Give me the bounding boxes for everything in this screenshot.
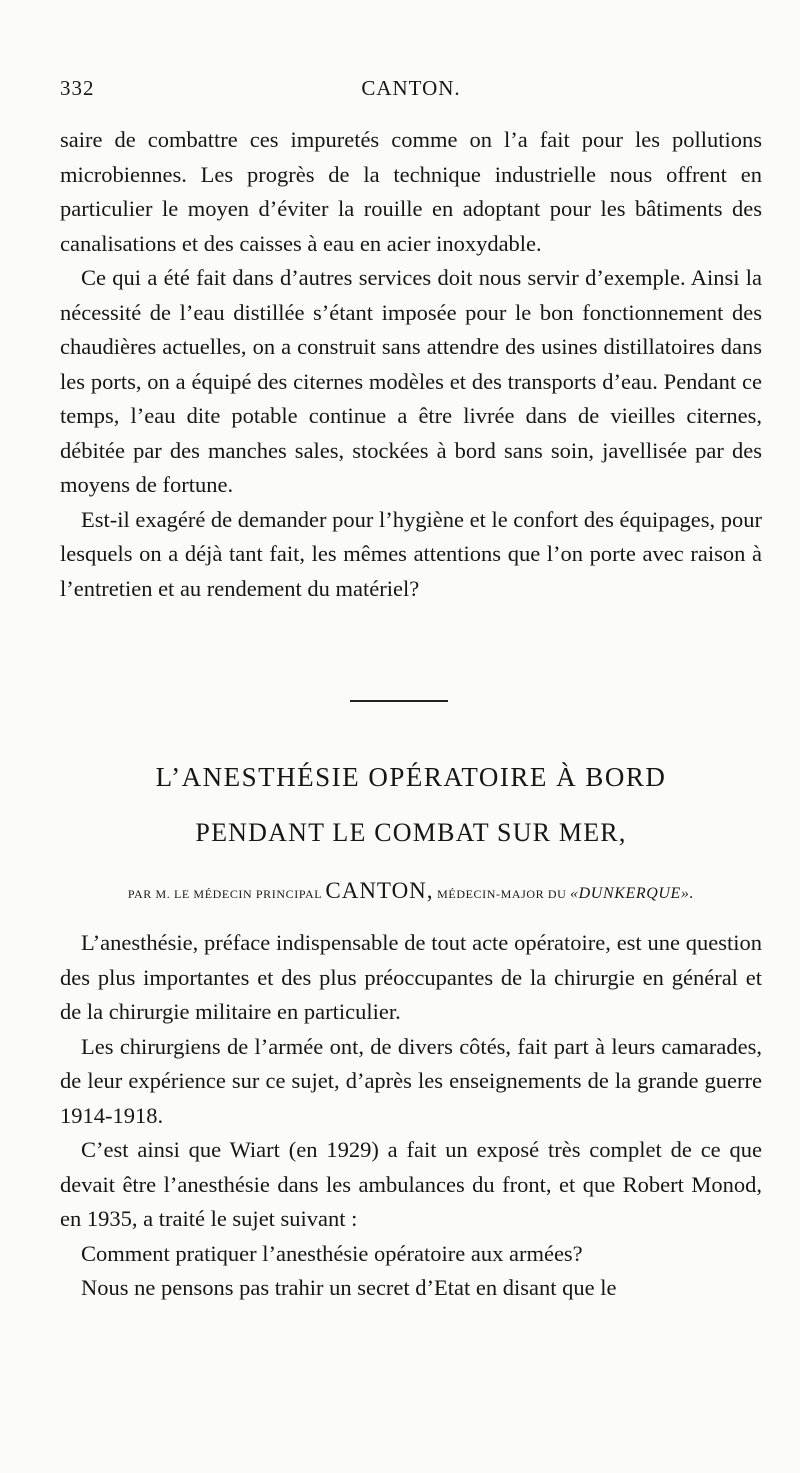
section-divider [350, 700, 448, 702]
author-byline [60, 878, 762, 904]
article-subtitle: PENDANT LE COMBAT SUR MER, [195, 818, 627, 847]
author-role: MÉDECIN-MAJOR DU [437, 887, 567, 901]
body-paragraph: Comment pratiquer l’anesthésie opératoire aux armées? [81, 1240, 583, 1266]
body-paragraph: Ce qui a été fait dans d’autres services doit nous servir d’exemple. Ainsi la nécessité de l’eau distillée s’étant imposée pour le bon fonctionnement des chaudières actuelles, on a construit sans attendre des usines distillatoires dans les ports, on a équipé des citernes modèles et des transports d’eau. Pendant ce temps, l’eau dite potable continue a être livrée dans de vieilles citernes, débitée par des manches sales, stockées à bord sans soin, javellisée par des moyens de fortune. [60, 265, 762, 497]
previous-article-end [60, 123, 762, 606]
article-title: L’ANESTHÉSIE OPÉRATOIRE À BORD [155, 762, 667, 792]
body-paragraph: saire de combattre ces impuretés comme on l’a fait pour les pollutions microbiennes. Les progrès de la technique industrielle nous offrent en particulier le moyen d’éviter la rouille en adoptant pour les bâtiments des canalisations et des caisses à eau en acier inoxydable. [60, 127, 762, 256]
body-paragraph: Est-il exagéré de demander pour l’hygiène et le confort des équipages, pour lesquels on a déjà tant fait, les mêmes attentions que l’on porte avec raison à l’entretien et au rendement du matériel? [60, 506, 762, 601]
page-header [60, 76, 762, 106]
body-paragraph: L’anesthésie, préface indispensable de tout acte opératoire, est une question des plus importantes et des plus préoccupantes de la chirurgie en général et de la chirurgie militaire en particulier. [60, 930, 762, 1024]
article-body [60, 926, 762, 1306]
body-paragraph: C’est ainsi que Wiart (en 1929) a fait un exposé très complet de ce que devait être l’anesthésie dans les ambulances du front, et que Robert Monod, en 1935, a traité le sujet suivant : [60, 1137, 762, 1231]
running-title: CANTON. [361, 76, 461, 100]
author-name: CANTON, [325, 878, 434, 903]
body-paragraph: Les chirurgiens de l’armée ont, de divers côtés, fait part à leurs camarades, de leur expérience sur ce sujet, d’après les enseignements de la grande guerre 1914-1918. [60, 1033, 762, 1128]
ship-name: «DUNKERQUE». [570, 885, 695, 902]
byline-prefix: PAR M. LE MÉDECIN PRINCIPAL [127, 887, 322, 901]
page-number: 332 [60, 76, 95, 100]
body-paragraph: Nous ne pensons pas trahir un secret d’Etat en disant que le [81, 1275, 617, 1300]
